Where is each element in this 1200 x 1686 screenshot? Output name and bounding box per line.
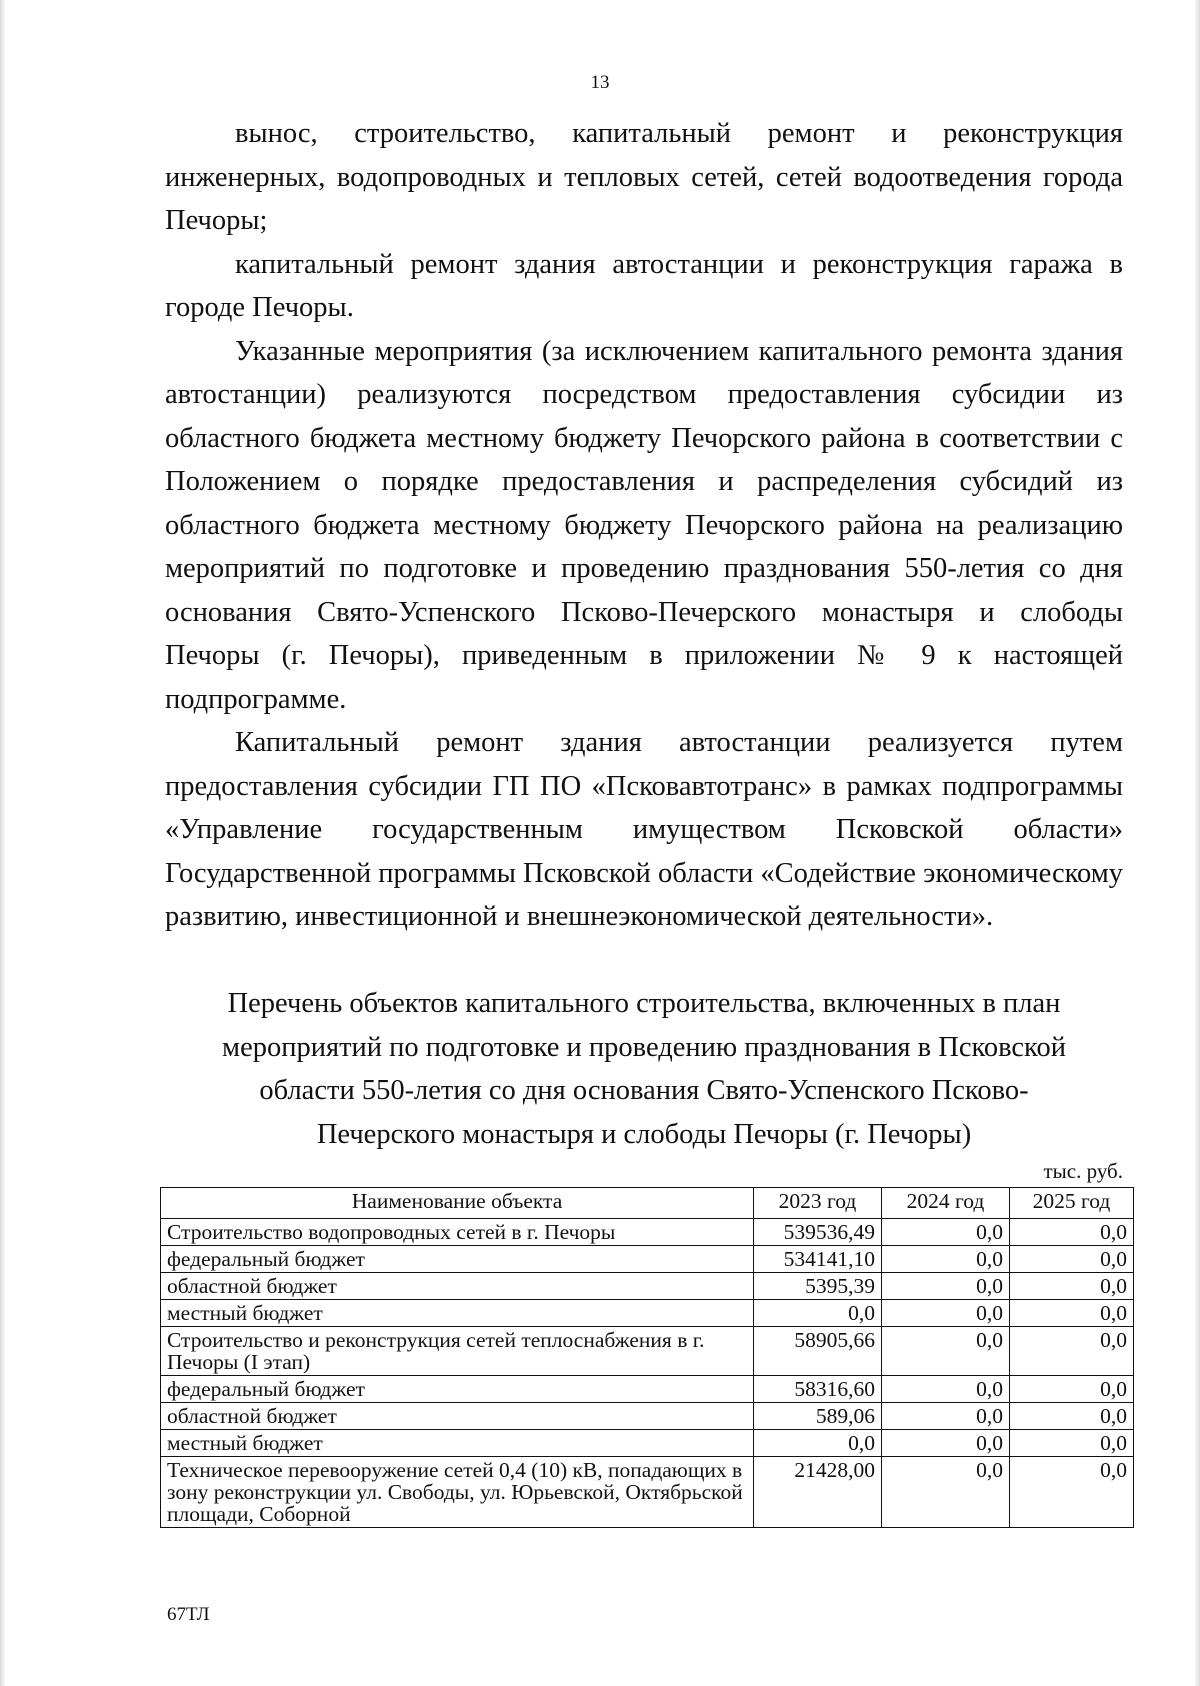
cell-object-name: местный бюджет bbox=[161, 1300, 754, 1327]
cell-2024: 0,0 bbox=[882, 1403, 1010, 1430]
table-row bbox=[161, 1430, 1134, 1457]
column-header-2025: 2025 год bbox=[1010, 1188, 1134, 1219]
column-header-2023: 2023 год bbox=[754, 1188, 882, 1219]
cell-object-name: областной бюджет bbox=[161, 1403, 754, 1430]
cell-2023: 0,0 bbox=[754, 1300, 882, 1327]
table-title bbox=[165, 982, 1123, 1156]
page-number: 13 bbox=[590, 72, 610, 93]
cell-object-name: местный бюджет bbox=[161, 1430, 754, 1457]
cell-2023: 58316,60 bbox=[754, 1376, 882, 1403]
cell-object-name: федеральный бюджет bbox=[161, 1246, 754, 1273]
cell-2024: 0,0 bbox=[882, 1457, 1010, 1528]
cell-2024: 0,0 bbox=[882, 1376, 1010, 1403]
table-title-line: Печерского монастыря и слободы Печоры (г. Печоры) bbox=[316, 1118, 972, 1150]
paragraph: Капитальный ремонт здания автостанции реализуется путем предоставления субсидии ГП ПО «Псковавтотранс» в рамках подпрограммы «Управление государственным имуществом Псковской области» Государственной программы Псковской области «Содействие экономическому развитию, инвестиционной и внешнеэкономической деятельности». bbox=[165, 727, 1123, 932]
cell-2023: 539536,49 bbox=[754, 1219, 882, 1246]
cell-object-name: областной бюджет bbox=[161, 1273, 754, 1300]
cell-2024: 0,0 bbox=[882, 1273, 1010, 1300]
table-title-line: области 550-летия со дня основания Свято-Успенского Псково- bbox=[259, 1075, 1029, 1106]
cell-2024: 0,0 bbox=[882, 1430, 1010, 1457]
table-row bbox=[161, 1300, 1134, 1327]
cell-2024: 0,0 bbox=[882, 1246, 1010, 1273]
table-title-line: мероприятий по подготовке и проведению празднования в Псковской bbox=[222, 1031, 1066, 1063]
table-header-row bbox=[161, 1188, 1134, 1219]
cell-2025: 0,0 bbox=[1010, 1376, 1134, 1403]
cell-2024: 0,0 bbox=[882, 1327, 1010, 1376]
table-row bbox=[161, 1273, 1134, 1300]
cell-2023: 5395,39 bbox=[754, 1273, 882, 1300]
scan-edge-left bbox=[0, 0, 6, 1686]
cell-2023: 58905,66 bbox=[754, 1327, 882, 1376]
footer-code: 67ТЛ bbox=[167, 1604, 210, 1625]
table-row bbox=[161, 1457, 1134, 1528]
cell-2025: 0,0 bbox=[1010, 1403, 1134, 1430]
scan-edge-right bbox=[1194, 0, 1200, 1686]
cell-2025: 0,0 bbox=[1010, 1327, 1134, 1376]
cell-2023: 21428,00 bbox=[754, 1457, 882, 1528]
cell-2025: 0,0 bbox=[1010, 1300, 1134, 1327]
table-row bbox=[161, 1376, 1134, 1403]
table-row bbox=[161, 1403, 1134, 1430]
paragraph: вынос, строительство, капитальный ремонт и реконструкция инженерных, водопроводных и тепловых сетей, сетей водоотведения города Печоры; bbox=[165, 118, 1123, 236]
cell-object-name: Строительство водопроводных сетей в г. Печоры bbox=[161, 1219, 754, 1246]
column-header-name: Наименование объекта bbox=[161, 1188, 754, 1219]
cell-2023: 0,0 bbox=[754, 1430, 882, 1457]
cell-2025: 0,0 bbox=[1010, 1246, 1134, 1273]
cell-object-name: Техническое перевооружение сетей 0,4 (10) кВ, попадающих в зону реконструкции ул. Свободы, ул. Юрьевской, Октябрьской площади, Соборной bbox=[161, 1457, 754, 1528]
objects-table bbox=[160, 1187, 1134, 1528]
column-header-2024: 2024 год bbox=[882, 1188, 1010, 1219]
cell-object-name: федеральный бюджет bbox=[161, 1376, 754, 1403]
units-label: тыс. руб. bbox=[1043, 1159, 1123, 1183]
table-row bbox=[161, 1246, 1134, 1273]
table-row bbox=[161, 1219, 1134, 1246]
cell-2024: 0,0 bbox=[882, 1219, 1010, 1246]
cell-2023: 589,06 bbox=[754, 1403, 882, 1430]
cell-2025: 0,0 bbox=[1010, 1457, 1134, 1528]
cell-2025: 0,0 bbox=[1010, 1430, 1134, 1457]
cell-2024: 0,0 bbox=[882, 1300, 1010, 1327]
table-title-line: Перечень объектов капитального строительства, включенных в план bbox=[227, 988, 1061, 1019]
cell-object-name: Строительство и реконструкция сетей теплоснабжения в г. Печоры (I этап) bbox=[161, 1327, 754, 1376]
paragraph: капитальный ремонт здания автостанции и реконструкция гаража в городе Печоры. bbox=[165, 248, 1123, 323]
cell-2025: 0,0 bbox=[1010, 1219, 1134, 1246]
body-text bbox=[165, 112, 1123, 939]
cell-2023: 534141,10 bbox=[754, 1246, 882, 1273]
paragraph: Указанные мероприятия (за исключением капитального ремонта здания автостанции) реализуются посредством предоставления субсидии из областного бюджета местному бюджету Печорского района в соответствии с Положением о порядке предоставления и распределения субсидий из областного бюджета местному бюджету Печорского района на реализацию мероприятий по подготовке и проведению празднования 550-летия со дня основания Свято-Успенского Псково-Печерского монастыря и слободы Печоры (г. Печоры), приведенным в приложении № 9 к настоящей подпрограмме. bbox=[165, 335, 1123, 715]
cell-2025: 0,0 bbox=[1010, 1273, 1134, 1300]
table-row bbox=[161, 1327, 1134, 1376]
